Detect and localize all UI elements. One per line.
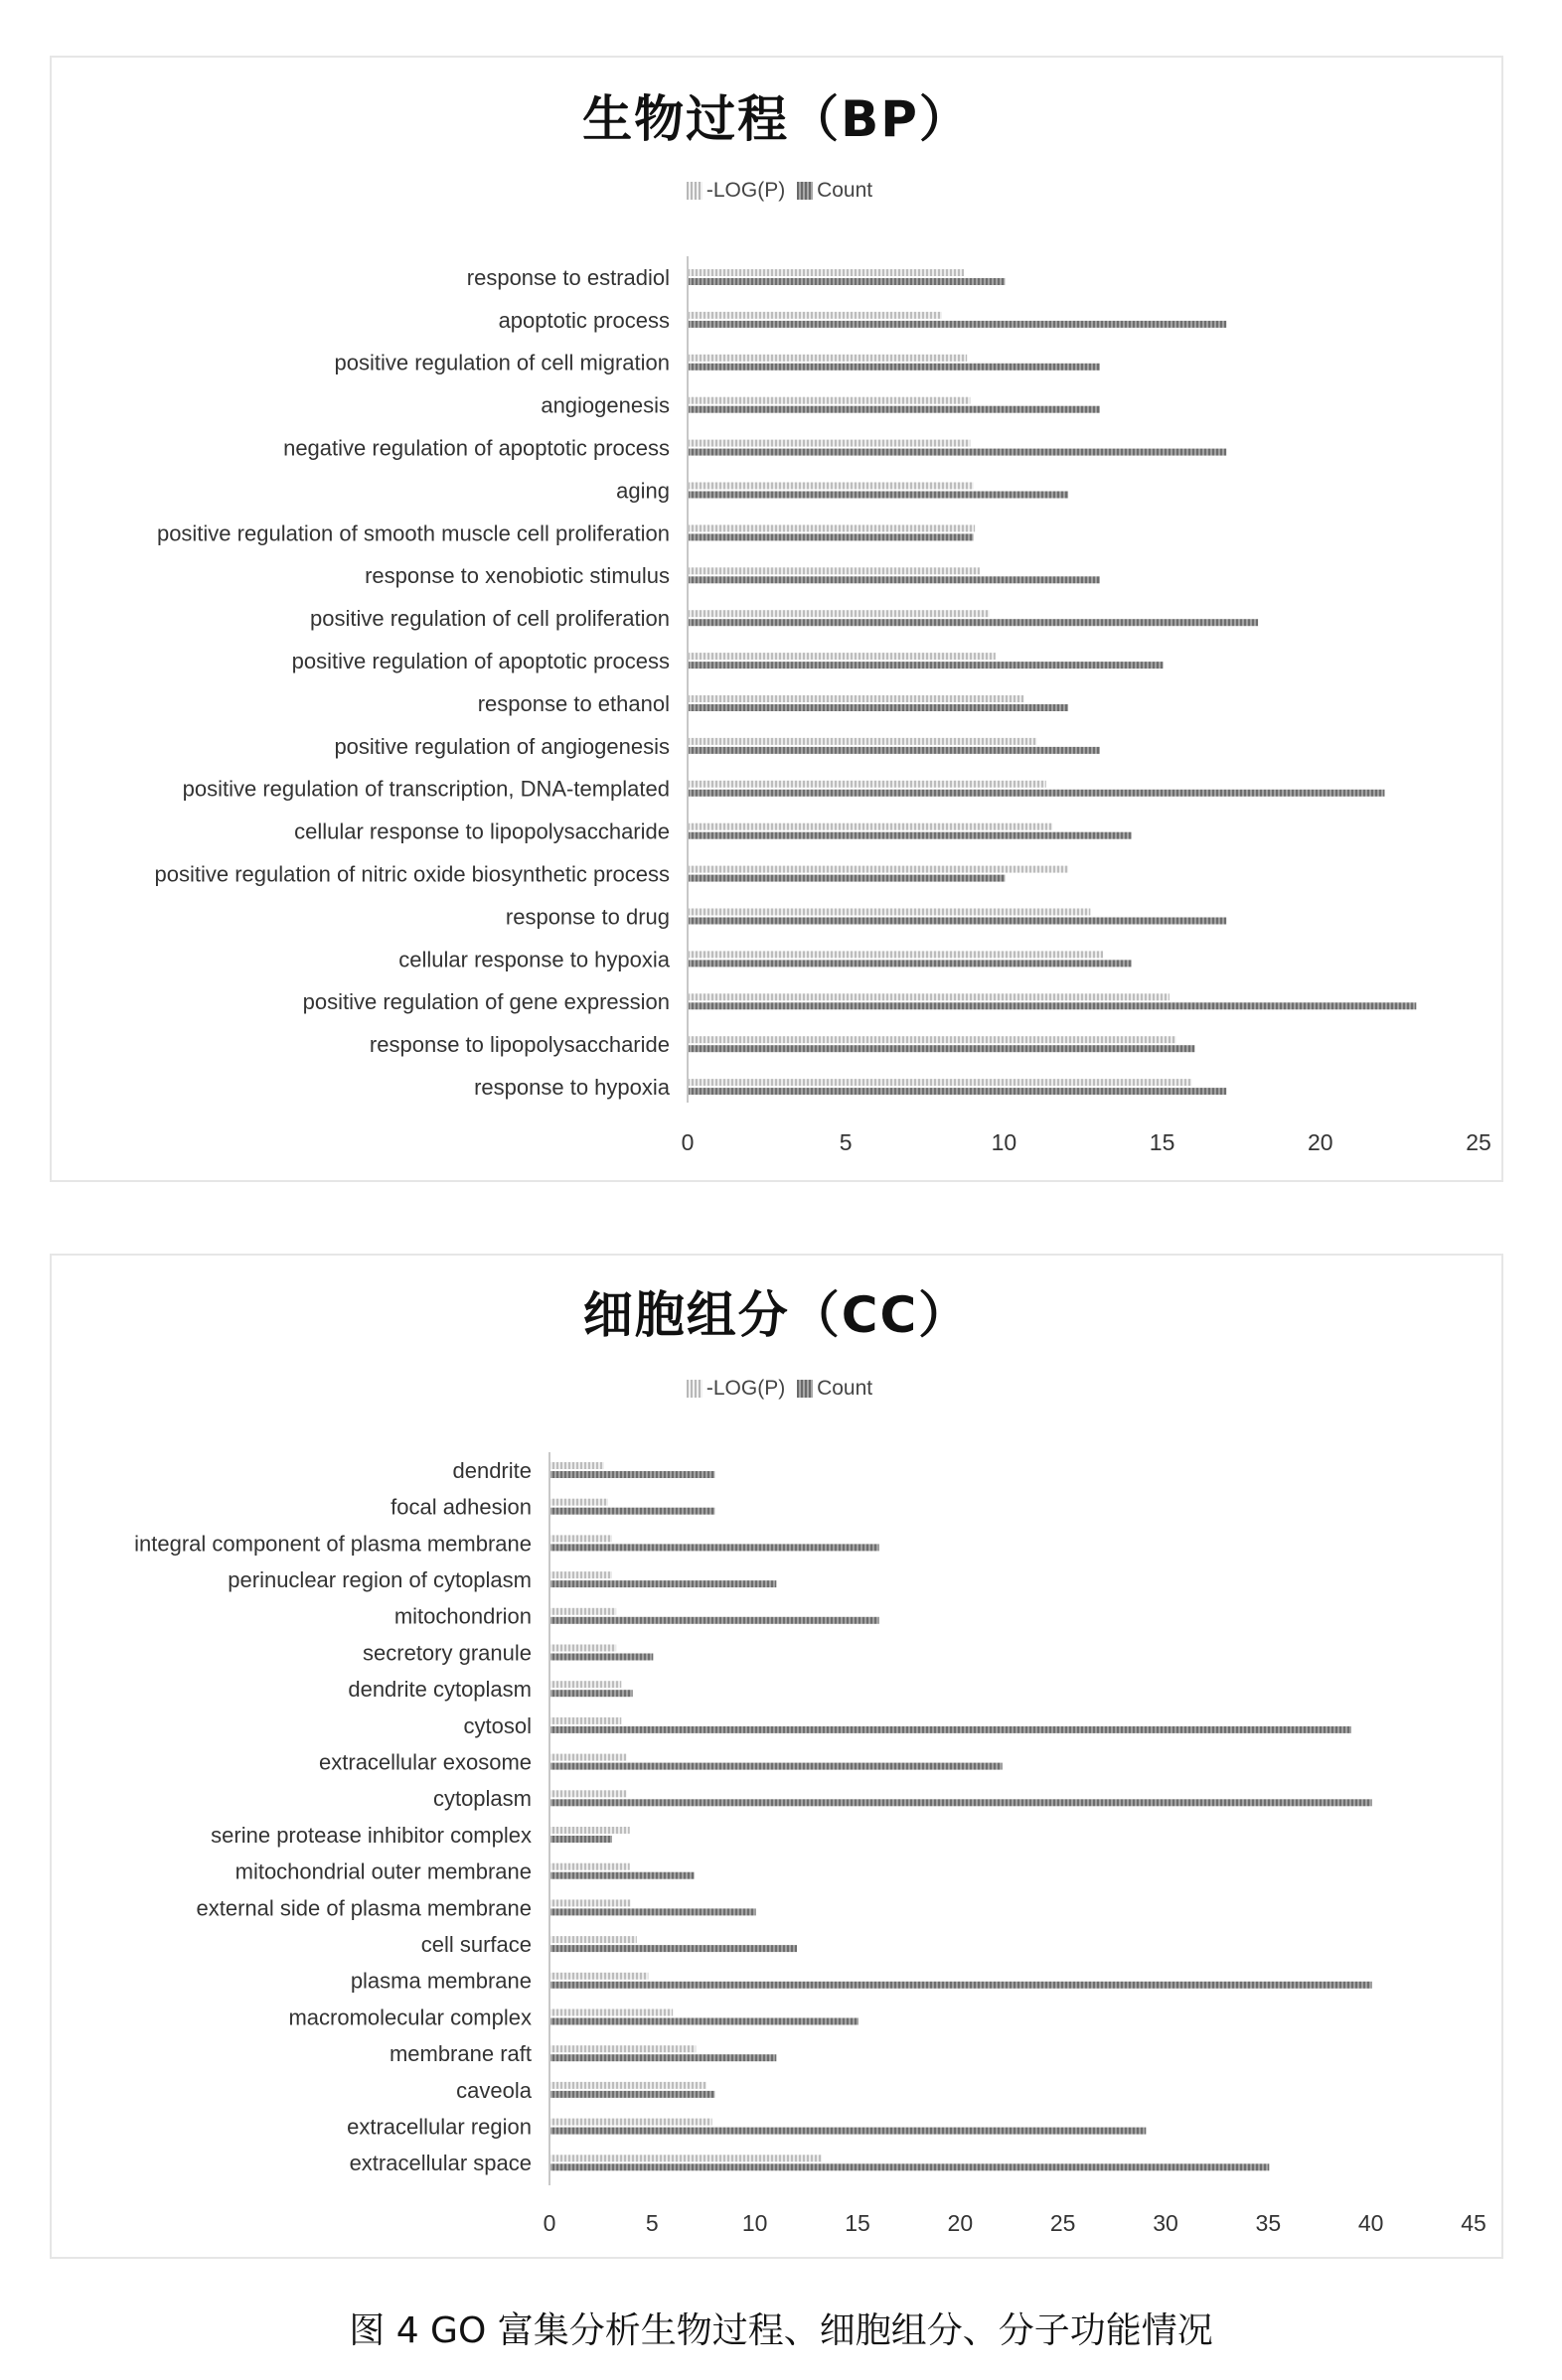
bar-count: [550, 1763, 1003, 1770]
x-tick-label: 25: [1049, 2210, 1076, 2236]
bar-neglogp: [550, 1899, 631, 1906]
bar-neglogp: [550, 2009, 673, 2016]
legend-label-neglogp: -LOG(P): [705, 1377, 786, 1400]
category-label: response to hypoxia: [474, 1075, 670, 1101]
bar-neglogp: [550, 1571, 612, 1578]
category-label: response to xenobiotic stimulus: [365, 563, 670, 589]
bar-neglogp: [550, 1608, 616, 1615]
category-label: dendrite: [452, 1457, 532, 1483]
category-label: focal adhesion: [390, 1494, 532, 1520]
category-label: positive regulation of cell proliferation: [310, 606, 670, 632]
category-label: membrane raft: [389, 2041, 532, 2067]
x-tick-label: 10: [991, 1129, 1017, 1155]
category-label: dendrite cytoplasm: [348, 1677, 532, 1703]
bar-count: [550, 1726, 1351, 1733]
category-label: macromolecular complex: [288, 2005, 532, 2030]
bar-neglogp: [550, 1462, 604, 1469]
x-tick-label: 15: [1149, 1129, 1175, 1155]
bar-neglogp: [550, 1717, 621, 1724]
category-label: positive regulation of transcription, DNA-templated: [182, 776, 670, 802]
category-label: aging: [616, 478, 670, 504]
category-label: perinuclear region of cytoplasm: [228, 1567, 532, 1593]
bar-count: [550, 1654, 653, 1661]
category-label: serine protease inhibitor complex: [211, 1822, 532, 1848]
bar-count: [550, 2054, 776, 2061]
category-label: positive regulation of angiogenesis: [334, 733, 670, 759]
x-tick-label: 40: [1357, 2210, 1384, 2236]
category-label: plasma membrane: [350, 1968, 532, 1994]
legend-label-count: Count: [817, 1377, 873, 1400]
category-label: extracellular exosome: [319, 1749, 532, 1775]
bar-count: [550, 2018, 859, 2025]
bar-count: [550, 1872, 695, 1879]
category-label: positive regulation of smooth muscle cell proliferation: [156, 521, 670, 546]
category-label: secretory granule: [363, 1640, 532, 1666]
bar-neglogp: [550, 1973, 648, 1980]
bar-count: [550, 2128, 1146, 2135]
bar-neglogp: [550, 1936, 637, 1943]
cc-chart-title: 细胞组分（CC）: [582, 1286, 971, 1344]
legend-label-neglogp: -LOG(P): [705, 179, 786, 202]
figure-caption: 图 4 GO 富集分析生物过程、细胞组分、分子功能情况: [349, 2310, 1213, 2351]
category-label: external side of plasma membrane: [196, 1895, 532, 1921]
category-label: response to estradiol: [466, 264, 670, 290]
category-label: extracellular space: [349, 2151, 532, 2176]
bar-neglogp: [550, 1790, 626, 1797]
bar-neglogp: [550, 1681, 621, 1688]
bar-count: [550, 1580, 776, 1587]
legend-label-count: Count: [817, 179, 873, 202]
x-tick-label: 0: [543, 2210, 556, 2236]
category-label: response to lipopolysaccharide: [369, 1032, 670, 1058]
category-label: positive regulation of apoptotic process: [291, 649, 670, 674]
category-label: mitochondrial outer membrane: [234, 1859, 532, 1884]
bar-neglogp: [550, 1863, 630, 1870]
x-tick-label: 25: [1466, 1129, 1491, 1155]
category-label: cellular response to hypoxia: [398, 947, 670, 972]
category-label: apoptotic process: [498, 307, 670, 333]
bar-count: [550, 1982, 1372, 1989]
category-label: response to ethanol: [477, 690, 670, 716]
category-label: angiogenesis: [541, 392, 670, 418]
category-label: mitochondrion: [393, 1603, 532, 1629]
bar-neglogp: [550, 2119, 712, 2126]
bar-count: [550, 1617, 879, 1624]
bar-neglogp: [550, 2155, 822, 2161]
category-label: caveola: [456, 2077, 532, 2103]
bar-neglogp: [550, 1827, 630, 1834]
x-tick-label: 5: [645, 2210, 659, 2236]
bar-neglogp: [550, 2045, 696, 2052]
bar-count: [550, 1544, 879, 1551]
bar-count: [550, 1471, 714, 1478]
x-tick-label: 5: [839, 1129, 853, 1155]
category-label: cellular response to lipopolysaccharide: [294, 818, 670, 844]
x-tick-label: 10: [741, 2210, 768, 2236]
bar-count: [550, 1945, 797, 1952]
category-label: response to drug: [505, 904, 670, 930]
bar-neglogp: [550, 1754, 626, 1761]
bp-chart-title: 生物过程（BP）: [582, 90, 971, 148]
x-tick-label: 15: [845, 2210, 870, 2236]
bar-neglogp: [550, 1645, 616, 1652]
x-tick-label: 35: [1255, 2210, 1282, 2236]
bar-neglogp: [550, 1535, 612, 1542]
category-label: cytoplasm: [432, 1786, 532, 1812]
category-label: extracellular region: [347, 2114, 532, 2140]
x-tick-label: 30: [1153, 2210, 1178, 2236]
x-tick-label: 20: [947, 2210, 974, 2236]
x-tick-label: 0: [681, 1129, 695, 1155]
bar-count: [550, 1799, 1372, 1806]
bar-count: [550, 2163, 1269, 2170]
category-label: negative regulation of apoptotic process: [283, 435, 670, 461]
bar-neglogp: [550, 2082, 706, 2089]
category-label: integral component of plasma membrane: [134, 1531, 532, 1557]
category-label: positive regulation of cell migration: [334, 350, 670, 375]
category-label: cytosol: [463, 1712, 532, 1738]
bar-count: [550, 1908, 756, 1915]
category-label: positive regulation of gene expression: [302, 989, 670, 1015]
category-label: positive regulation of nitric oxide biosynthetic process: [154, 861, 670, 887]
bar-count: [550, 1690, 633, 1697]
bar-count: [550, 2091, 714, 2098]
x-tick-label: 45: [1461, 2210, 1486, 2236]
bar-count: [550, 1508, 714, 1515]
bar-count: [550, 1836, 612, 1843]
category-label: cell surface: [420, 1932, 532, 1958]
x-tick-label: 20: [1308, 1129, 1333, 1155]
bar-neglogp: [550, 1499, 608, 1506]
